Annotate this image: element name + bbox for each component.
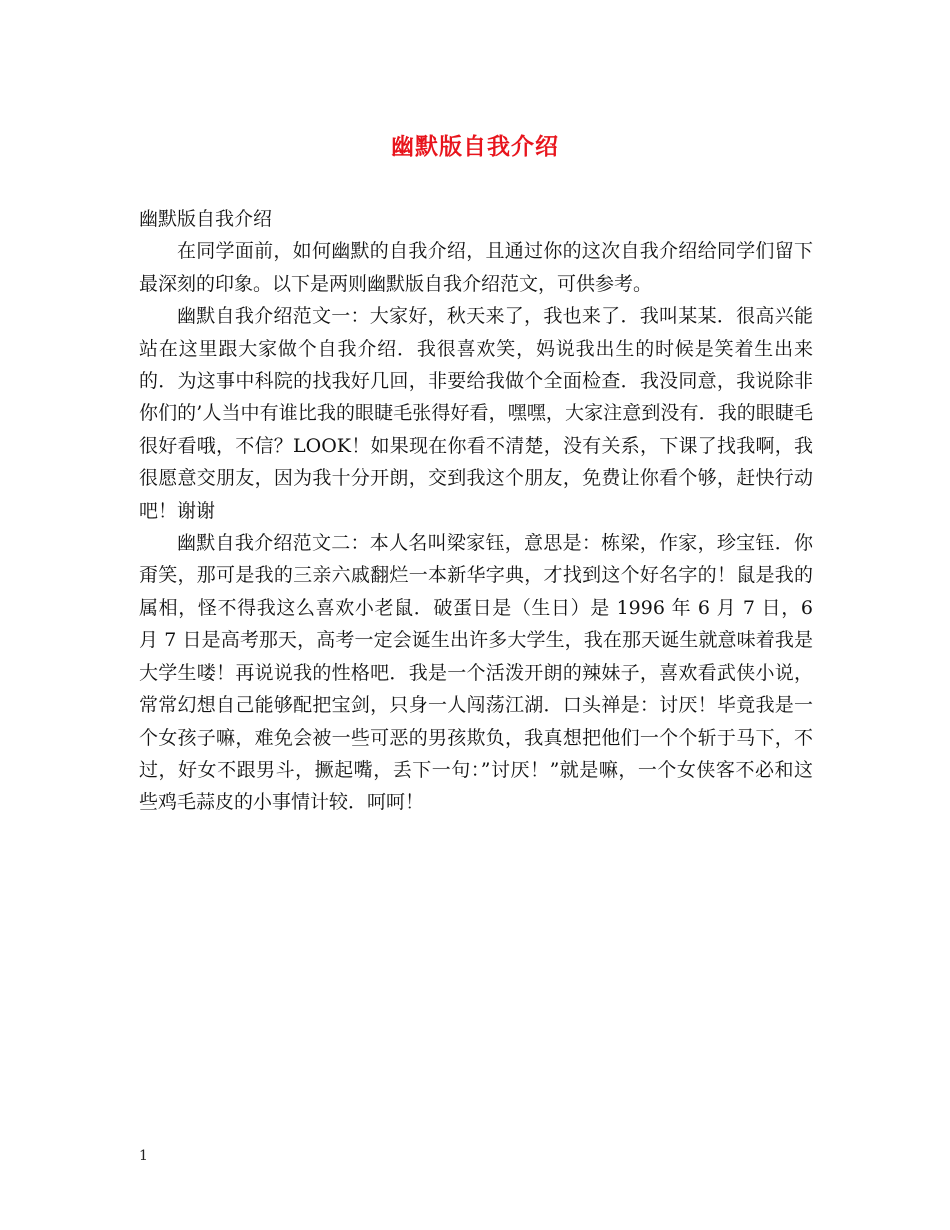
document-body bbox=[139, 203, 813, 819]
page-title: 幽默版自我介绍 bbox=[391, 133, 559, 160]
document-subtitle: 幽默版自我介绍 bbox=[139, 208, 273, 230]
paragraph-example-one: 幽默自我介绍范文一：大家好，秋天来了，我也来了．我叫某某．很高兴能站在这里跟大家做个自我介绍．我很喜欢笑，妈说我出生的时候是笑着生出来的．为这事中科院的找我好几回，非要给我做个全面检查．我没同意，我说除非你们的’人当中有谁比我的眼睫毛张得好看，嘿嘿，大家注意到没有．我的眼睫毛很好看哦，不信？LOOK！如果现在你看不清楚，没有关系，下课了找我啊，我很愿意交朋友，因为我十分开朗，交到我这个朋友，免费让你看个够，赶快行动吧！谢谢 bbox=[139, 305, 813, 522]
paragraph-example-two: 幽默自我介绍范文二：本人名叫梁家钰，意思是：栋梁，作家，珍宝钰．你甭笑，那可是我的三亲六戚翻烂一本新华字典，才找到这个好名字的！鼠是我的属相，怪不得我这么喜欢小老鼠．破蛋日是（生日）是 1996 年 6 月 7 日，6 月 7 日是高考那天，高考一定会诞生出许多大学生，我在那天诞生就意味着我是大学生喽！再说说我的性格吧．我是一个活泼开朗的辣妹子，喜欢看武侠小说，常常幻想自己能够配把宝剑，只身一人闯荡江湖．口头禅是：讨厌！毕竟我是一个女孩子嘛，难免会被一些可恶的男孩欺负，我真想把他们一个个斩于马下，不过，好女不跟男斗，撅起嘴，丢下一句：”讨厌！”就是嘛，一个女侠客不必和这些鸡毛蒜皮的小事情计较．呵呵！ bbox=[139, 532, 813, 814]
page-number: 1 bbox=[139, 1148, 148, 1164]
paragraph-intro: 在同学面前，如何幽默的自我介绍，且通过你的这次自我介绍给同学们留下最深刻的印象。以下是两则幽默版自我介绍范文，可供参考。 bbox=[139, 240, 813, 295]
